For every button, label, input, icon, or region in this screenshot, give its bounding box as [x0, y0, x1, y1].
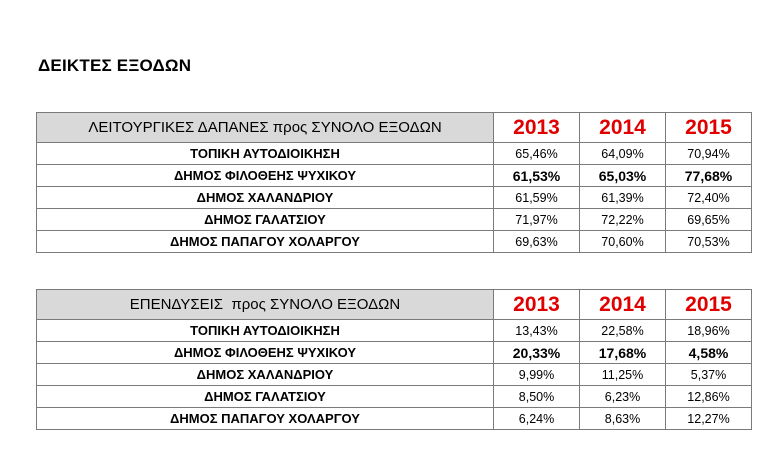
table-row [37, 386, 752, 408]
cell-2014: 70,60% [580, 231, 666, 253]
cell-2015: 4,58% [666, 342, 752, 364]
row-label: ΤΟΠΙΚΗ ΑΥΤΟΔΙΟΙΚΗΣΗ [37, 143, 494, 165]
row-label: ΔΗΜΟΣ ΦΙΛΟΘΕΗΣ ΨΥΧΙΚΟΥ [37, 342, 494, 364]
row-label: ΔΗΜΟΣ ΦΙΛΟΘΕΗΣ ΨΥΧΙΚΟΥ [37, 165, 494, 187]
cell-2013: 13,43% [494, 320, 580, 342]
cell-2015: 5,37% [666, 364, 752, 386]
page-title: ΔΕΙΚΤΕΣ ΕΞΟΔΩΝ [38, 56, 192, 75]
cell-2013: 71,97% [494, 209, 580, 231]
cell-2013: 8,50% [494, 386, 580, 408]
cell-2014: 22,58% [580, 320, 666, 342]
table-row [37, 231, 752, 253]
cell-2015: 77,68% [666, 165, 752, 187]
cell-2015: 18,96% [666, 320, 752, 342]
cell-2013: 61,59% [494, 187, 580, 209]
table-header-label: ΛΕΙΤΟΥΡΓΙΚΕΣ ΔΑΠΑΝΕΣ προς ΣΥΝΟΛΟ ΕΞΟΔΩΝ [37, 113, 494, 143]
investments-table [36, 289, 752, 430]
year-header-2013: 2013 [494, 290, 580, 320]
cell-2015: 72,40% [666, 187, 752, 209]
table-header-row [37, 113, 752, 143]
table-header-row [37, 290, 752, 320]
cell-2014: 65,03% [580, 165, 666, 187]
year-header-2015: 2015 [666, 290, 752, 320]
table-row [37, 209, 752, 231]
cell-2013: 65,46% [494, 143, 580, 165]
cell-2013: 9,99% [494, 364, 580, 386]
table-row-highlighted [37, 165, 752, 187]
cell-2014: 8,63% [580, 408, 666, 430]
operating-expenses-table [36, 112, 752, 253]
year-header-2015: 2015 [666, 113, 752, 143]
cell-2014: 11,25% [580, 364, 666, 386]
table-row [37, 320, 752, 342]
cell-2013: 20,33% [494, 342, 580, 364]
row-label: ΤΟΠΙΚΗ ΑΥΤΟΔΙΟΙΚΗΣΗ [37, 320, 494, 342]
cell-2014: 61,39% [580, 187, 666, 209]
cell-2014: 17,68% [580, 342, 666, 364]
table-row [37, 143, 752, 165]
table-row [37, 364, 752, 386]
row-label: ΔΗΜΟΣ ΠΑΠΑΓΟΥ ΧΟΛΑΡΓΟΥ [37, 231, 494, 253]
table-header-label: ΕΠΕΝΔΥΣΕΙΣ προς ΣΥΝΟΛΟ ΕΞΟΔΩΝ [37, 290, 494, 320]
year-header-2014: 2014 [580, 290, 666, 320]
cell-2015: 69,65% [666, 209, 752, 231]
row-label: ΔΗΜΟΣ ΓΑΛΑΤΣΙΟΥ [37, 386, 494, 408]
row-label: ΔΗΜΟΣ ΧΑΛΑΝΔΡΙΟΥ [37, 187, 494, 209]
cell-2013: 61,53% [494, 165, 580, 187]
year-header-2013: 2013 [494, 113, 580, 143]
year-header-2014: 2014 [580, 113, 666, 143]
row-label: ΔΗΜΟΣ ΠΑΠΑΓΟΥ ΧΟΛΑΡΓΟΥ [37, 408, 494, 430]
cell-2015: 12,27% [666, 408, 752, 430]
table-row-highlighted [37, 342, 752, 364]
table-row [37, 187, 752, 209]
cell-2015: 12,86% [666, 386, 752, 408]
cell-2013: 6,24% [494, 408, 580, 430]
cell-2014: 6,23% [580, 386, 666, 408]
cell-2015: 70,94% [666, 143, 752, 165]
row-label: ΔΗΜΟΣ ΓΑΛΑΤΣΙΟΥ [37, 209, 494, 231]
cell-2015: 70,53% [666, 231, 752, 253]
cell-2014: 72,22% [580, 209, 666, 231]
row-label: ΔΗΜΟΣ ΧΑΛΑΝΔΡΙΟΥ [37, 364, 494, 386]
cell-2013: 69,63% [494, 231, 580, 253]
table-row [37, 408, 752, 430]
cell-2014: 64,09% [580, 143, 666, 165]
